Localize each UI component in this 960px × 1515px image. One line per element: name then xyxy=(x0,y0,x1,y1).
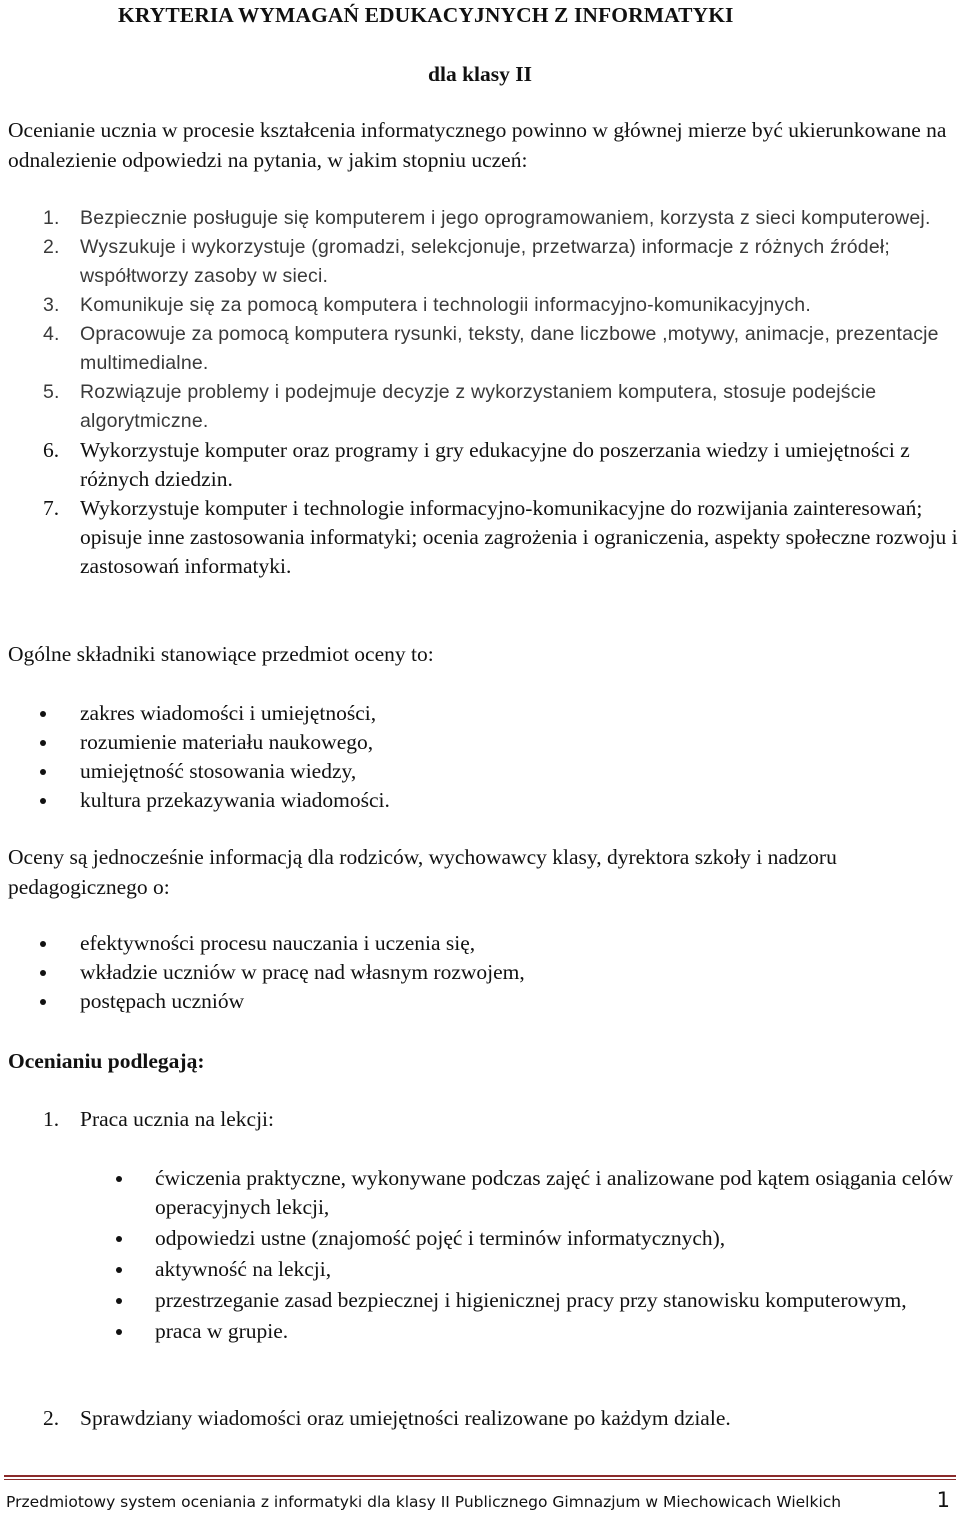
list-item xyxy=(0,233,960,291)
item-number: 1. xyxy=(43,207,60,229)
item-number: 4. xyxy=(43,323,60,345)
item-text: ćwiczenia praktyczne, wykonywane podczas zajęć i analizowane pod kątem osiągania celów operacyjnych lekcji, xyxy=(155,1166,954,1219)
item-text: rozumienie materiału naukowego, xyxy=(80,730,374,754)
item-number: 5. xyxy=(43,381,60,403)
item-text: wkładzie uczniów w pracę nad własnym rozwojem, xyxy=(80,960,525,984)
item-text: umiejętność stosowania wiedzy, xyxy=(80,759,357,783)
document-subtitle: dla klasy II xyxy=(428,62,532,86)
item-number: 7. xyxy=(43,496,60,520)
intro-paragraph: Ocenianie ucznia w procesie kształcenia informatycznego powinno w głównej mierze być ukierunkowane na odnalezienie odpowiedzi na pytania, w jakim stopniu uczeń: xyxy=(8,118,947,172)
info-heading: Oceny są jednocześnie informacją dla rodziców, wychowawcy klasy, dyrektora szkoły i nadzoru pedagogicznego o: xyxy=(8,845,837,899)
item-text: praca w grupie. xyxy=(155,1319,289,1343)
item-number: 2. xyxy=(43,236,60,258)
general-items-list xyxy=(0,699,960,815)
list-item xyxy=(0,987,960,1016)
item-text: Komunikuje się za pomocą komputera i technologii informacyjno-komunikacyjnych. xyxy=(80,294,811,316)
list-item xyxy=(0,1317,960,1346)
list-item xyxy=(0,436,960,494)
item-text: Opracowuje za pomocą komputera rysunki, teksty, dane liczbowe ,motywy, animacje, prezentacje multimedialne. xyxy=(80,323,939,374)
item-text: Wyszukuje i wykorzystuje (gromadzi, selekcjonuje, przetwarza) informacje z różnych źródeł; współtworzy zasoby w sieci. xyxy=(80,236,891,287)
item-number: 6. xyxy=(43,438,60,462)
list-item xyxy=(0,1224,960,1253)
list-item xyxy=(0,929,960,958)
footer-text: Przedmiotowy system oceniania z informatyki dla klasy II Publicznego Gimnazjum w Miechowicach Wielkich xyxy=(6,1493,842,1511)
item-text: efektywności procesu nauczania i uczenia się, xyxy=(80,931,476,955)
item-text: postępach uczniów xyxy=(80,989,245,1013)
item-text: przestrzeganie zasad bezpiecznej i higienicznej pracy przy stanowisku komputerowym, xyxy=(155,1288,907,1312)
info-items-list xyxy=(0,929,960,1016)
list-item xyxy=(0,494,960,581)
list-item xyxy=(0,291,960,320)
bullet-icon xyxy=(40,941,46,947)
page-number: 1 xyxy=(936,1488,950,1512)
bullet-icon xyxy=(116,1267,122,1273)
bullet-icon xyxy=(40,711,46,717)
section-item xyxy=(0,1404,960,1433)
section-item xyxy=(0,1105,960,1134)
item-text: Wykorzystuje komputer oraz programy i gry edukacyjne do poszerzania wiedzy i umiejętności z różnych dziedzin. xyxy=(80,438,910,491)
item-text: Praca ucznia na lekcji: xyxy=(80,1107,274,1131)
list-item xyxy=(0,958,960,987)
document-title: KRYTERIA WYMAGAŃ EDUKACYJNYCH Z INFORMATYKI xyxy=(118,3,734,27)
list-item xyxy=(0,786,960,815)
list-item xyxy=(0,1286,960,1315)
item-text: zakres wiadomości i umiejętności, xyxy=(80,701,377,725)
bullet-icon xyxy=(40,970,46,976)
bullet-icon xyxy=(116,1329,122,1335)
item-text: Rozwiązuje problemy i podejmuje decyzje z wykorzystaniem komputera, stosuje podejście algorytmiczne. xyxy=(80,381,877,432)
bullet-icon xyxy=(40,999,46,1005)
item-text: Bezpiecznie posługuje się komputerem i jego oprogramowaniem, korzysta z sieci komputerowej. xyxy=(80,207,931,229)
bullet-icon xyxy=(116,1236,122,1242)
lesson-work-list xyxy=(0,1164,960,1348)
bullet-icon xyxy=(40,798,46,804)
item-text: odpowiedzi ustne (znajomość pojęć i terminów informatycznych), xyxy=(155,1226,726,1250)
bullet-icon xyxy=(40,769,46,775)
assessed-heading: Ocenianiu podlegają: xyxy=(8,1049,205,1073)
item-text: kultura przekazywania wiadomości. xyxy=(80,788,390,812)
item-number: 1. xyxy=(43,1107,60,1131)
competency-list xyxy=(0,204,960,581)
item-number: 3. xyxy=(43,294,60,316)
list-item xyxy=(0,728,960,757)
footer-divider xyxy=(4,1475,956,1477)
list-item xyxy=(0,1255,960,1284)
bullet-icon xyxy=(116,1176,122,1182)
general-heading: Ogólne składniki stanowiące przedmiot oceny to: xyxy=(8,642,434,666)
list-item xyxy=(0,320,960,378)
bullet-icon xyxy=(40,740,46,746)
list-item xyxy=(0,204,960,233)
item-number: 2. xyxy=(43,1406,60,1430)
list-item xyxy=(0,378,960,436)
list-item xyxy=(0,699,960,728)
list-item xyxy=(0,1164,960,1222)
list-item xyxy=(0,757,960,786)
bullet-icon xyxy=(116,1298,122,1304)
footer-divider-thin xyxy=(4,1479,956,1480)
item-text: Sprawdziany wiadomości oraz umiejętności realizowane po każdym dziale. xyxy=(80,1406,731,1430)
item-text: Wykorzystuje komputer i technologie informacyjno-komunikacyjne do rozwijania zainteresowań; opisuje inne zastosowania informatyki; ocenia zagrożenia i ograniczenia, aspekty społeczne rozwoju i zastosowań informatyki. xyxy=(80,496,958,578)
item-text: aktywność na lekcji, xyxy=(155,1257,332,1281)
